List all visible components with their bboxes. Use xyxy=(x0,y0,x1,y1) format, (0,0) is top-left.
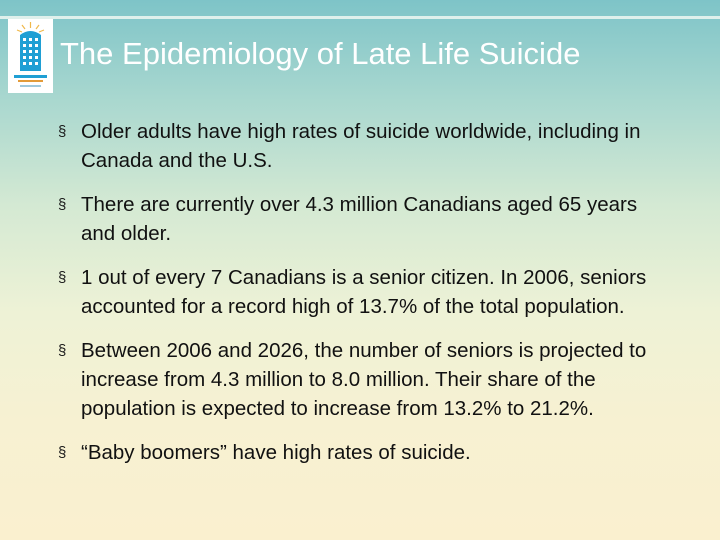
bullet-text: “Baby boomers” have high rates of suicide. xyxy=(81,441,471,464)
bullet-text: There are currently over 4.3 million Canadians aged 65 years and older. xyxy=(81,193,638,245)
bullet-marker: § xyxy=(58,444,67,461)
bullet-text: Older adults have high rates of suicide worldwide, including in Canada and the U.S. xyxy=(81,120,641,172)
bullet-list xyxy=(58,117,658,467)
bullet-marker: § xyxy=(58,269,67,286)
bullet-marker: § xyxy=(58,342,67,359)
slide-title: The Epidemiology of Late Life Suicide xyxy=(60,36,581,71)
bullet-marker: § xyxy=(58,196,67,213)
organization-logo xyxy=(8,19,53,93)
bullet-item xyxy=(58,263,658,321)
bullet-marker: § xyxy=(58,123,67,140)
bullet-item xyxy=(58,117,658,175)
bullet-item xyxy=(58,190,658,248)
bullet-item xyxy=(58,336,658,423)
bullet-text: Between 2006 and 2026, the number of seniors is projected to increase from 4.3 million to 8.0 million. Their share of the population is expected to increase from 13.2% to 21.2%. xyxy=(81,339,647,420)
building-logo-icon xyxy=(8,19,53,93)
bullet-text: 1 out of every 7 Canadians is a senior citizen. In 2006, seniors accounted for a record high of 13.7% of the total population. xyxy=(81,266,647,318)
header-divider xyxy=(0,16,720,19)
bullet-item xyxy=(58,438,658,467)
